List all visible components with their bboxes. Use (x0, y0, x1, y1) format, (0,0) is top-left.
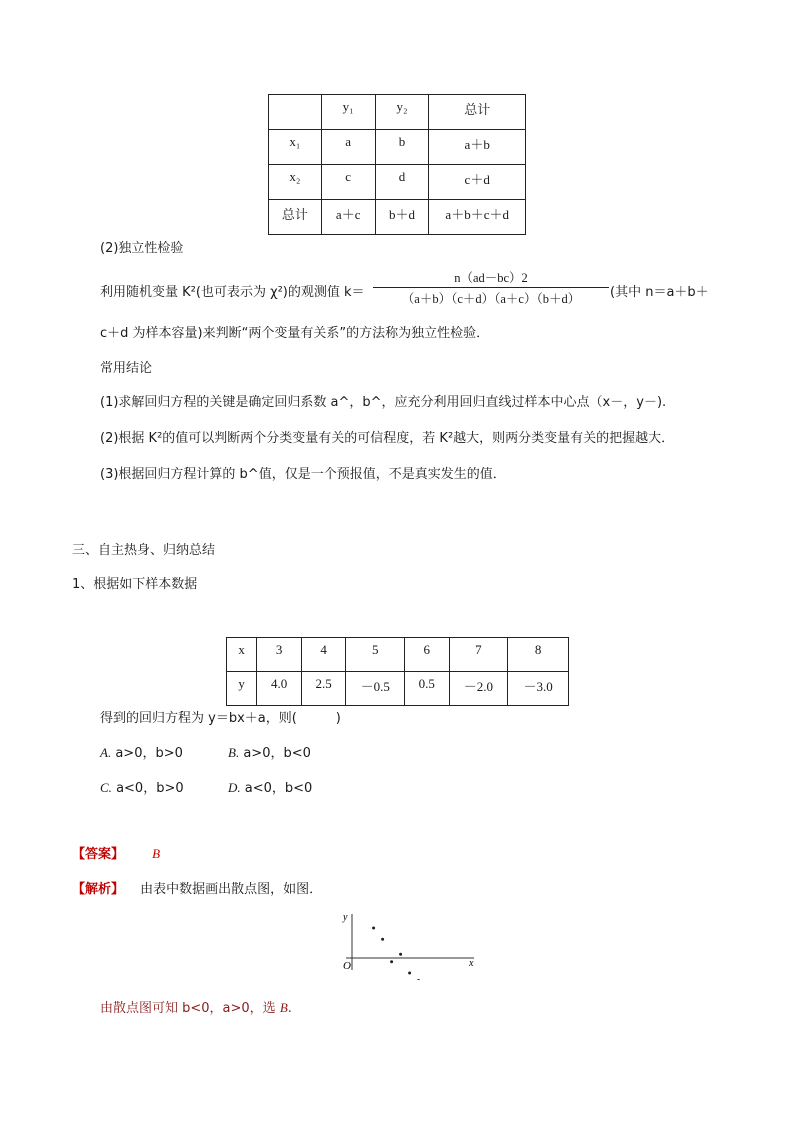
conclusions-title: 常用结论 (100, 361, 153, 376)
table-cell: 0.5 (405, 672, 450, 706)
conclusion-3: (3)根据回归方程计算的 b^值，仅是一个预报值，不是真实发生的值． (100, 467, 506, 482)
table-cell: b＋d (375, 200, 429, 235)
answer-line (72, 843, 160, 862)
scatter-point (417, 979, 420, 980)
origin-label: O (343, 960, 351, 972)
table-cell: －0.5 (346, 672, 405, 706)
final-suffix: . (287, 1001, 292, 1016)
table-cell: 2.5 (301, 672, 346, 706)
table-header-row (269, 95, 526, 130)
scatter-point (408, 972, 411, 975)
table-row (227, 638, 569, 672)
table-cell: －2.0 (449, 672, 508, 706)
table-cell: d (375, 165, 429, 200)
table-row (269, 130, 526, 165)
table-cell: 4 (301, 638, 346, 672)
option-a-letter: A. (100, 745, 112, 760)
q1-title: 1、根据如下样本数据 (72, 577, 198, 592)
table-cell: x (227, 638, 257, 672)
table-cell: 3 (257, 638, 302, 672)
analysis-line (72, 878, 322, 897)
table-cell: －3.0 (508, 672, 569, 706)
table-cell: 5 (346, 638, 405, 672)
table-cell: 7 (449, 638, 508, 672)
formula-prefix: 利用随机变量 K²(也可表示为 χ²)的观测值 k＝ (100, 285, 365, 300)
table-cell (269, 95, 322, 130)
final-prefix: 由散点图可知 b<0，a>0，选 (100, 1001, 280, 1016)
table-cell: b (375, 130, 429, 165)
option-d-text: a<0，b<0 (244, 781, 313, 796)
option-b (228, 742, 311, 761)
option-d-letter: D. (228, 780, 241, 795)
option-a-text: a>0，b>0 (115, 746, 183, 761)
final-choice: B (279, 1000, 288, 1015)
scatter-plot (338, 908, 478, 980)
scatter-point (390, 960, 393, 963)
table-cell: y₁ (321, 95, 375, 130)
conclusion-1: (1)求解回归方程的关键是确定回归系数 a^，b^，应充分利用回归直线过样本中心点（x－，y－). (100, 395, 667, 410)
table-cell: 总计 (269, 200, 322, 235)
scatter-point (372, 927, 375, 930)
option-d (228, 777, 312, 796)
scatter-point (381, 938, 384, 941)
section2-title: (2)独立性检验 (100, 241, 184, 256)
q1-stem: 得到的回归方程为 y＝bx＋a，则( ) (100, 711, 341, 726)
table-cell: a＋b＋c＋d (429, 200, 526, 235)
formula-line2: c＋d 为样本容量)来判断“两个变量有关系”的方法称为独立性检验． (100, 326, 490, 341)
option-b-text: a>0，b<0 (243, 746, 311, 761)
sample-data-table (226, 637, 569, 706)
scatter-point (399, 953, 402, 956)
y-axis-label: y (343, 912, 348, 923)
formula-fraction (373, 268, 609, 307)
table-cell: 4.0 (257, 672, 302, 706)
table-cell: 总计 (429, 95, 526, 130)
table-cell: y (227, 672, 257, 706)
table-cell: c＋d (429, 165, 526, 200)
answer-value: B (152, 846, 161, 861)
contingency-table (268, 94, 526, 235)
table-cell: x₂ (269, 165, 322, 200)
section3-title: 三、自主热身、归纳总结 (72, 543, 216, 558)
option-a (100, 742, 183, 761)
final-statement (100, 997, 292, 1016)
x-axis-label: x (469, 958, 474, 969)
table-cell: a (321, 130, 375, 165)
option-b-letter: B. (228, 745, 240, 760)
formula-denominator: （a＋b）（c＋d）（a＋c）（b＋d） (401, 292, 581, 306)
formula-suffix: (其中 n＝a＋b＋ (610, 285, 709, 300)
table-row (269, 200, 526, 235)
option-c-letter: C. (100, 780, 112, 795)
table-cell: a＋b (429, 130, 526, 165)
answer-label: 【答案】 (72, 847, 125, 862)
table-cell: a＋c (321, 200, 375, 235)
formula-numerator: n（ad－bc）2 (454, 271, 528, 285)
table-row (269, 165, 526, 200)
table-cell: x₁ (269, 130, 322, 165)
table-cell: y₂ (375, 95, 429, 130)
analysis-text: 由表中数据画出散点图，如图． (140, 882, 323, 897)
table-cell: c (321, 165, 375, 200)
conclusion-2: (2)根据 K²的值可以判断两个分类变量有关的可信程度，若 K²越大，则两分类变量有关的把握越大． (100, 431, 675, 446)
table-cell: 6 (405, 638, 450, 672)
option-c-text: a<0，b>0 (116, 781, 184, 796)
analysis-label: 【解析】 (72, 882, 125, 897)
table-cell: 8 (508, 638, 569, 672)
option-c (100, 777, 184, 796)
table-row (227, 672, 569, 706)
